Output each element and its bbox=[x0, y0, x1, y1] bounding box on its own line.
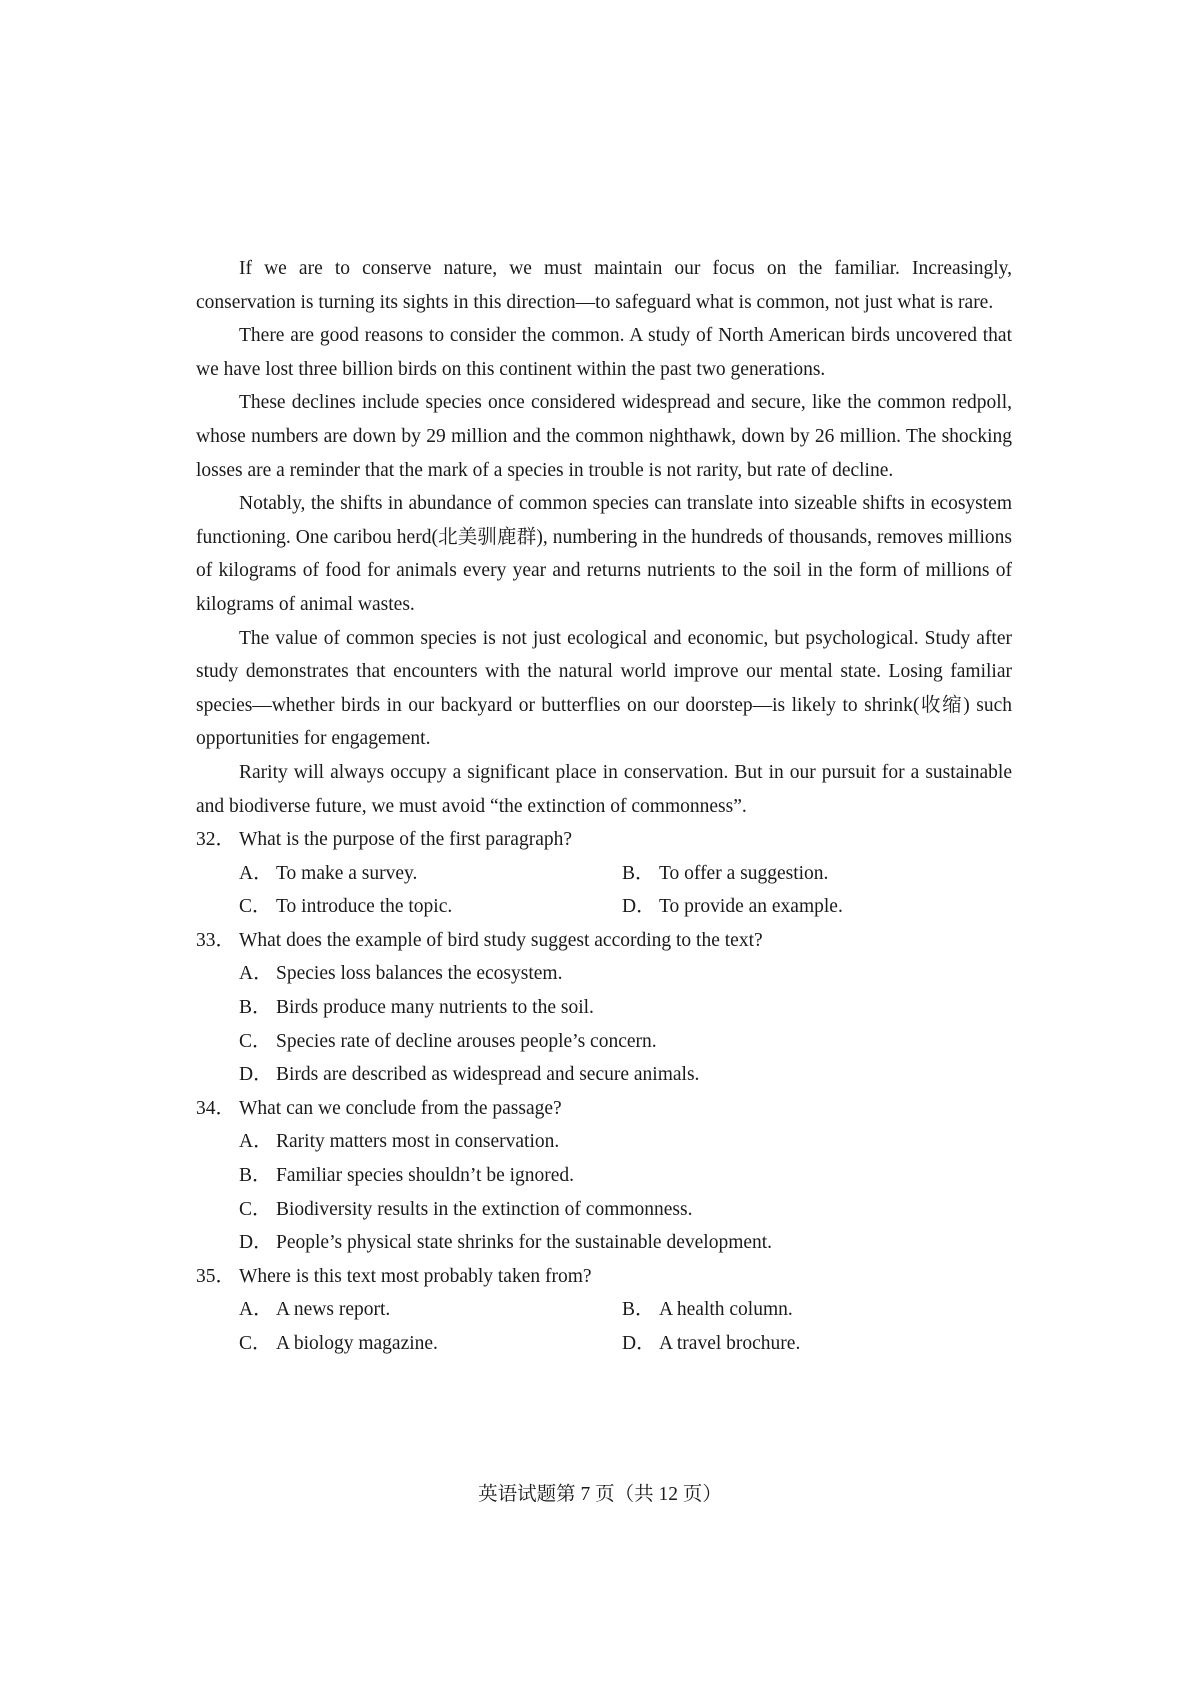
question-32 bbox=[196, 823, 1012, 924]
option-row bbox=[196, 1226, 1012, 1260]
option-text: Biodiversity results in the extinction of commonness. bbox=[276, 1198, 693, 1220]
question-number: 33． bbox=[196, 929, 236, 951]
option-d[interactable] bbox=[239, 1226, 772, 1260]
option-letter: D． bbox=[239, 1064, 273, 1086]
option-b[interactable] bbox=[239, 991, 594, 1025]
option-text: A biology magazine. bbox=[276, 1333, 438, 1354]
option-letter: B． bbox=[622, 1299, 655, 1321]
option-text: Familiar species shouldn’t be ignored. bbox=[276, 1165, 575, 1187]
option-text: Birds are described as widespread and secure animals. bbox=[276, 1064, 700, 1086]
option-letter: A． bbox=[239, 963, 273, 985]
option-letter: B． bbox=[239, 1165, 272, 1187]
option-d[interactable] bbox=[622, 890, 843, 924]
option-letter: A． bbox=[239, 1299, 273, 1321]
passage-paragraph-2: There are good reasons to consider the common. A study of North American birds uncovered that we have lost three billion birds on this continent within the past two generations. bbox=[196, 325, 1012, 380]
passage-paragraph-3: These declines include species once considered widespread and secure, like the common redpoll, whose numbers are down by 29 million and the common nighthawk, down by 26 million. The shocking losses are a reminder that the mark of a species in trouble is not rarity, but rate of decline. bbox=[196, 392, 1012, 481]
option-d[interactable] bbox=[622, 1327, 800, 1361]
option-row bbox=[196, 857, 1012, 891]
question-number: 32． bbox=[196, 829, 236, 851]
option-row bbox=[196, 1125, 1012, 1159]
option-letter: D． bbox=[239, 1232, 273, 1254]
question-text: Where is this text most probably taken from? bbox=[239, 1265, 592, 1287]
option-b[interactable] bbox=[239, 1159, 574, 1193]
option-row bbox=[196, 1058, 1012, 1092]
reading-section bbox=[196, 252, 1012, 1361]
question-35 bbox=[196, 1260, 1012, 1361]
option-letter: D． bbox=[622, 1333, 656, 1354]
option-row bbox=[196, 890, 1012, 924]
option-row bbox=[196, 957, 1012, 991]
option-text: Species rate of decline arouses people’s concern. bbox=[276, 1030, 657, 1052]
option-c[interactable] bbox=[239, 1025, 657, 1059]
question-stem bbox=[196, 1092, 1012, 1126]
option-letter: C． bbox=[239, 896, 272, 918]
page-footer: 英语试题第 7 页（共 12 页） bbox=[478, 1484, 722, 1505]
option-row bbox=[196, 1193, 1012, 1227]
option-text: To offer a suggestion. bbox=[659, 862, 829, 884]
option-text: A travel brochure. bbox=[659, 1333, 801, 1354]
option-c[interactable] bbox=[239, 1327, 622, 1361]
question-text: What does the example of bird study suggest according to the text? bbox=[239, 929, 763, 951]
option-text: People’s physical state shrinks for the sustainable development. bbox=[276, 1232, 773, 1254]
passage-paragraph-5: The value of common species is not just ecological and economic, but psychological. Study after study demonstrates that encounters with the natural world improve our mental state. Losing familiar species—whether birds in our backyard or butterflies on our doorstep—is likely to shrink(收缩) such opportunities for engagement. bbox=[196, 627, 1012, 750]
option-letter: D． bbox=[622, 896, 656, 918]
passage-paragraph-4: Notably, the shifts in abundance of common species can translate into sizeable shifts in ecosystem functioning. One caribou herd(北美驯鹿群), numbering in the hundreds of thousands, removes millions of kilograms of food for animals every year and returns nutrients to the soil in the form of millions of kilograms of animal wastes. bbox=[196, 493, 1012, 615]
option-text: Species loss balances the ecosystem. bbox=[276, 963, 563, 985]
option-row bbox=[196, 1293, 1012, 1327]
passage bbox=[196, 252, 1012, 823]
option-letter: C． bbox=[239, 1198, 272, 1220]
question-33 bbox=[196, 924, 1012, 1092]
option-text: To introduce the topic. bbox=[276, 896, 453, 918]
question-stem bbox=[196, 924, 1012, 958]
option-a[interactable] bbox=[239, 857, 622, 891]
option-letter: B． bbox=[239, 997, 272, 1019]
passage-paragraph-1: If we are to conserve nature, we must maintain our focus on the familiar. Increasingly, conservation is turning its sights in this direction—to safeguard what is common, not just what is rare. bbox=[196, 258, 1012, 313]
option-d[interactable] bbox=[239, 1058, 699, 1092]
passage-paragraph-6: Rarity will always occupy a significant place in conservation. But in our pursuit for a sustainable and biodiverse future, we must avoid “the extinction of commonness”. bbox=[196, 761, 1012, 817]
option-c[interactable] bbox=[239, 1193, 693, 1227]
question-number: 34． bbox=[196, 1097, 236, 1119]
option-letter: C． bbox=[239, 1030, 272, 1052]
question-stem bbox=[196, 823, 1012, 857]
question-stem bbox=[196, 1260, 1012, 1294]
option-row bbox=[196, 991, 1012, 1025]
option-text: A news report. bbox=[276, 1299, 391, 1321]
question-34 bbox=[196, 1092, 1012, 1260]
question-number: 35． bbox=[196, 1265, 236, 1287]
option-letter: A． bbox=[239, 862, 273, 884]
option-text: A health column. bbox=[659, 1299, 793, 1321]
option-text: Rarity matters most in conservation. bbox=[276, 1131, 560, 1153]
option-letter: A． bbox=[239, 1131, 273, 1153]
option-row bbox=[196, 1025, 1012, 1059]
question-text: What can we conclude from the passage? bbox=[239, 1097, 562, 1119]
option-c[interactable] bbox=[239, 890, 622, 924]
option-letter: C． bbox=[239, 1333, 272, 1354]
question-text: What is the purpose of the first paragraph? bbox=[239, 829, 573, 851]
option-b[interactable] bbox=[622, 1293, 793, 1327]
option-letter: B． bbox=[622, 862, 655, 884]
option-a[interactable] bbox=[239, 1125, 559, 1159]
option-b[interactable] bbox=[622, 857, 828, 891]
option-row bbox=[196, 1159, 1012, 1193]
option-text: Birds produce many nutrients to the soil. bbox=[276, 997, 594, 1019]
option-row bbox=[196, 1327, 1012, 1361]
option-text: To provide an example. bbox=[659, 896, 843, 918]
option-a[interactable] bbox=[239, 1293, 622, 1327]
option-text: To make a survey. bbox=[276, 862, 418, 884]
option-a[interactable] bbox=[239, 957, 562, 991]
